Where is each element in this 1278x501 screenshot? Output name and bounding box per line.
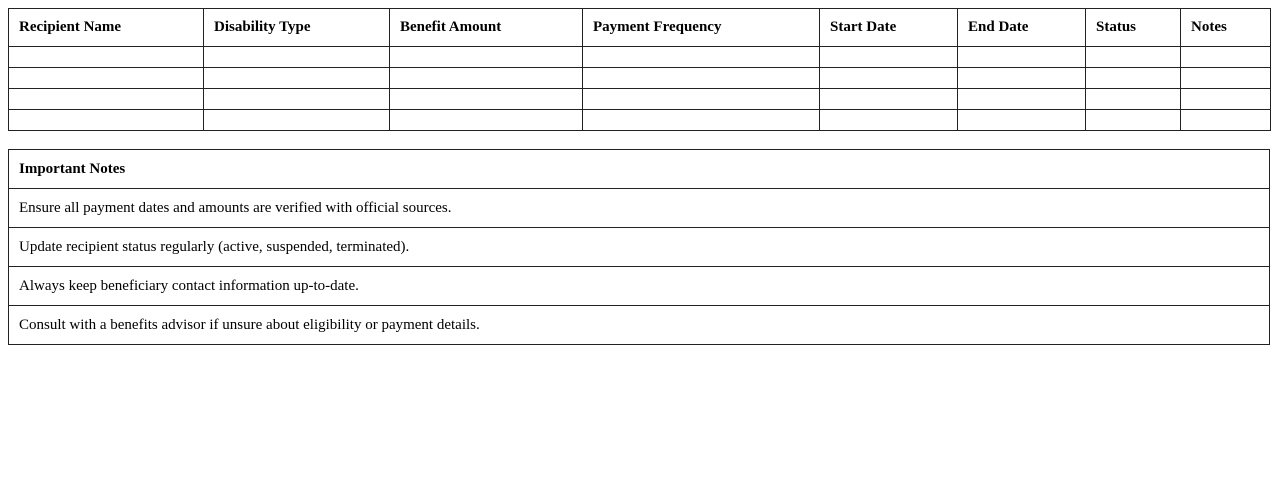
list-item bbox=[9, 306, 1270, 345]
table-cell[interactable] bbox=[583, 89, 820, 110]
table-cell[interactable] bbox=[583, 68, 820, 89]
note-text: Always keep beneficiary contact information up-to-date. bbox=[9, 267, 1270, 306]
table-cell[interactable] bbox=[1086, 68, 1181, 89]
table-cell[interactable] bbox=[390, 68, 583, 89]
note-text: Update recipient status regularly (active, suspended, terminated). bbox=[9, 228, 1270, 267]
table-cell[interactable] bbox=[204, 47, 390, 68]
column-header-recipient-name: Recipient Name bbox=[9, 9, 204, 47]
table-cell[interactable] bbox=[958, 110, 1086, 131]
table-cell[interactable] bbox=[390, 110, 583, 131]
table-row bbox=[9, 68, 1271, 89]
table-cell[interactable] bbox=[390, 89, 583, 110]
list-item bbox=[9, 189, 1270, 228]
table-cell[interactable] bbox=[820, 68, 958, 89]
column-header-end-date: End Date bbox=[958, 9, 1086, 47]
table-cell[interactable] bbox=[820, 110, 958, 131]
table-cell[interactable] bbox=[204, 89, 390, 110]
list-item bbox=[9, 267, 1270, 306]
note-text: Ensure all payment dates and amounts are verified with official sources. bbox=[9, 189, 1270, 228]
notes-header-row bbox=[9, 150, 1270, 189]
table-cell[interactable] bbox=[1086, 89, 1181, 110]
table-header-row bbox=[9, 9, 1271, 47]
table-cell[interactable] bbox=[204, 68, 390, 89]
table-cell[interactable] bbox=[820, 47, 958, 68]
table-cell[interactable] bbox=[958, 47, 1086, 68]
column-header-status: Status bbox=[1086, 9, 1181, 47]
table-cell[interactable] bbox=[583, 110, 820, 131]
column-header-start-date: Start Date bbox=[820, 9, 958, 47]
table-cell[interactable] bbox=[9, 89, 204, 110]
table-row bbox=[9, 110, 1271, 131]
table-cell[interactable] bbox=[9, 110, 204, 131]
table-cell[interactable] bbox=[1086, 47, 1181, 68]
table-cell[interactable] bbox=[1181, 89, 1271, 110]
table-cell[interactable] bbox=[958, 68, 1086, 89]
table-cell[interactable] bbox=[583, 47, 820, 68]
table-row bbox=[9, 89, 1271, 110]
table-cell[interactable] bbox=[820, 89, 958, 110]
table-row bbox=[9, 47, 1271, 68]
benefits-table bbox=[8, 8, 1271, 131]
table-cell[interactable] bbox=[9, 68, 204, 89]
note-text: Consult with a benefits advisor if unsure about eligibility or payment details. bbox=[9, 306, 1270, 345]
table-cell[interactable] bbox=[1181, 47, 1271, 68]
table-cell[interactable] bbox=[958, 89, 1086, 110]
table-cell[interactable] bbox=[9, 47, 204, 68]
list-item bbox=[9, 228, 1270, 267]
column-header-notes: Notes bbox=[1181, 9, 1271, 47]
table-cell[interactable] bbox=[390, 47, 583, 68]
table-cell[interactable] bbox=[1181, 110, 1271, 131]
table-cell[interactable] bbox=[1181, 68, 1271, 89]
table-cell[interactable] bbox=[1086, 110, 1181, 131]
notes-title: Important Notes bbox=[9, 150, 1270, 189]
column-header-disability-type: Disability Type bbox=[204, 9, 390, 47]
column-header-payment-frequency: Payment Frequency bbox=[583, 9, 820, 47]
table-cell[interactable] bbox=[204, 110, 390, 131]
column-header-benefit-amount: Benefit Amount bbox=[390, 9, 583, 47]
important-notes-table bbox=[8, 149, 1270, 345]
